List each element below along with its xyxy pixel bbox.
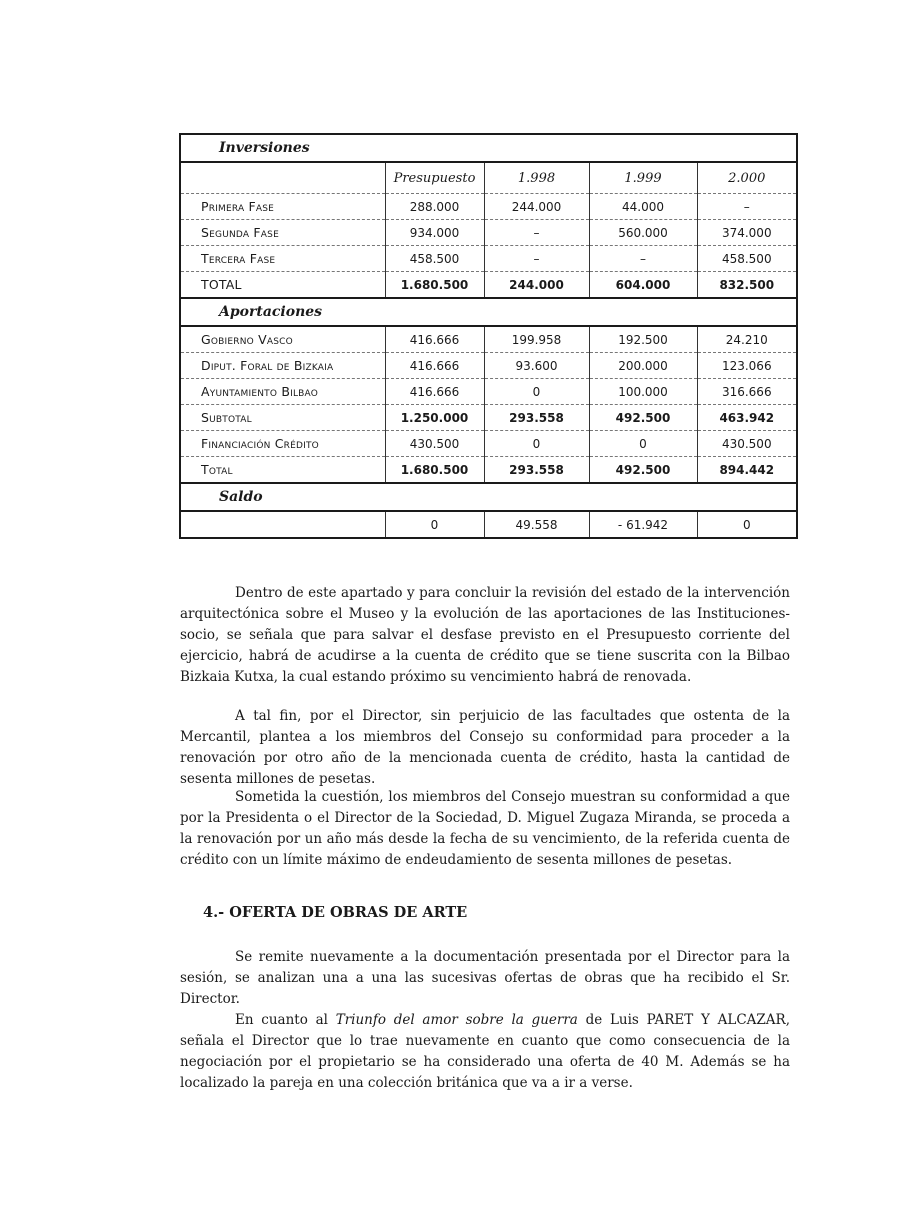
table-cell: 374.000 [697,220,797,246]
section-inversiones-label: Inversiones [180,134,797,162]
table-cell: 463.942 [697,405,797,431]
table-cell: 492.500 [589,457,697,484]
table-cell: - 61.942 [589,511,697,538]
table-cell: 0 [589,431,697,457]
budget-table [179,133,798,539]
table-cell: 0 [484,431,589,457]
table-cell: 100.000 [589,379,697,405]
table-cell: 458.500 [697,246,797,272]
table-cell: 0 [385,511,484,538]
table-cell: 416.666 [385,379,484,405]
table-cell: 93.600 [484,353,589,379]
paragraph-3: Sometida la cuestión, los miembros del Consejo muestran su conformidad a que por la Presidenta o el Director de la Sociedad, D. Miguel Zugaza Miranda, se proceda a la renovación por un año más desde la fecha de su vencimiento, de la referida cuenta de crédito con un límite máximo de endeudamiento de sesenta millones de pesetas. [180,789,790,868]
table-cell: 192.500 [589,326,697,353]
table-cell: 316.666 [697,379,797,405]
table-cell: 832.500 [697,272,797,299]
table-cell: 244.000 [484,194,589,220]
table-cell: 430.500 [385,431,484,457]
header-row [180,162,797,194]
column-header: Presupuesto [385,162,484,194]
table-row [180,246,797,272]
section-saldo-label: Saldo [180,483,797,511]
header-empty [180,162,385,194]
row-label: Diput. Foral de Bizkaia [180,353,385,379]
saldo-label-empty [180,511,385,538]
table-cell: 200.000 [589,353,697,379]
table-cell: 458.500 [385,246,484,272]
paragraph-2: A tal fin, por el Director, sin perjuicio de las facultades que ostenta de la Mercantil, plantea a los miembros del Consejo su conformidad para proceder a la renovación por otro año de la mencionada cuenta de crédito, hasta la cantidad de sesenta millones de pesetas. [180,708,790,787]
table-row [180,272,797,299]
table-cell: 1.250.000 [385,405,484,431]
section-4-paragraph-2: En cuanto al Triunfo del amor sobre la guerra de Luis PARET Y ALCAZAR, señala el Director que lo trae nuevamente en cuanto que como consecuencia de la negociación por el propietario se ha considerado una oferta de 40 M. Además se ha localizado la pareja en una colección británica que va a ir a verse. [180,1012,790,1091]
table-cell: 492.500 [589,405,697,431]
table-cell: 416.666 [385,326,484,353]
table-cell: 0 [484,379,589,405]
section-4-heading: 4.- OFERTA DE OBRAS DE ARTE [203,904,468,921]
row-label: Subtotal [180,405,385,431]
table-row [180,405,797,431]
table-row [180,326,797,353]
table-cell: 24.210 [697,326,797,353]
row-label: Segunda Fase [180,220,385,246]
table-row [180,220,797,246]
table-cell: – [589,246,697,272]
column-header: 2.000 [697,162,797,194]
table-cell: 49.558 [484,511,589,538]
saldo-row [180,511,797,538]
table-cell: 1.680.500 [385,272,484,299]
row-label: Ayuntamiento Bilbao [180,379,385,405]
table-cell: – [697,194,797,220]
row-label: Gobierno Vasco [180,326,385,353]
table-row [180,431,797,457]
table-cell: 123.066 [697,353,797,379]
table-cell: – [484,246,589,272]
row-label: Tercera Fase [180,246,385,272]
row-label: Total [180,457,385,484]
table-cell: 293.558 [484,405,589,431]
table-cell: 199.958 [484,326,589,353]
column-header: 1.998 [484,162,589,194]
table-cell: – [484,220,589,246]
row-label: TOTAL [180,272,385,299]
table-row [180,379,797,405]
artwork-title: Triunfo del amor sobre la guerra [335,1012,578,1028]
table-cell: 244.000 [484,272,589,299]
section-4-paragraph-1: Se remite nuevamente a la documentación presentada por el Director para la sesión, se analizan una a una las sucesivas ofertas de obras que ha recibido el Sr. Director. [180,949,790,1007]
table-cell: 44.000 [589,194,697,220]
table-cell: 1.680.500 [385,457,484,484]
row-label: Primera Fase [180,194,385,220]
table-cell: 934.000 [385,220,484,246]
table-cell: 430.500 [697,431,797,457]
section-aportaciones-label: Aportaciones [180,298,797,326]
paragraph-1: Dentro de este apartado y para concluir la revisión del estado de la intervención arquitectónica sobre el Museo y la evolución de las aportaciones de las Instituciones-socio, se señala que para salvar el desfase previsto en el Presupuesto corriente del ejercicio, habrá de acudirse a la cuenta de crédito que se tiene suscrita con la Bilbao Bizkaia Kutxa, la cual estando próximo su vencimiento habrá de renovada. [180,585,790,685]
table-cell: 288.000 [385,194,484,220]
table-cell: 894.442 [697,457,797,484]
row-label: Financiación Crédito [180,431,385,457]
table-cell: 560.000 [589,220,697,246]
table-cell: 604.000 [589,272,697,299]
table-cell: 293.558 [484,457,589,484]
table-row [180,194,797,220]
column-header: 1.999 [589,162,697,194]
section-aportaciones [180,298,797,326]
table-row [180,353,797,379]
table-cell: 0 [697,511,797,538]
table-cell: 416.666 [385,353,484,379]
section-saldo [180,483,797,511]
table-row [180,457,797,484]
section-inversiones [180,134,797,162]
